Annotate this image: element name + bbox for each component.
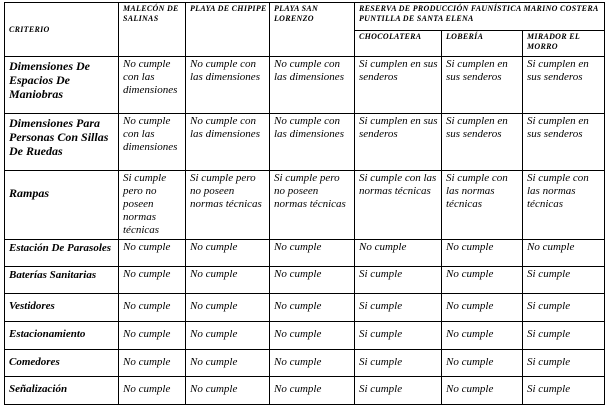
criterio-cell: Estacionamiento bbox=[5, 322, 119, 350]
loberia-cell: No cumple bbox=[442, 267, 523, 294]
mirador-cell: Si cumple con las normas técnicas bbox=[523, 171, 605, 240]
mirador-cell: Si cumple bbox=[523, 322, 605, 350]
chocolatera-cell: Si cumple con las normas técnicas bbox=[355, 171, 442, 240]
header-loberia: LOBERÍA bbox=[442, 31, 523, 57]
chocolatera-cell: No cumple bbox=[355, 240, 442, 267]
malecon-cell: No cumple con las dimensiones bbox=[119, 114, 186, 171]
table-row bbox=[5, 322, 605, 350]
criterio-cell: Comedores bbox=[5, 350, 119, 377]
loberia-cell: No cumple bbox=[442, 294, 523, 322]
header-playa-san-lorenzo: PLAYA SAN LORENZO bbox=[270, 3, 355, 57]
criterio-cell: Rampas bbox=[5, 171, 119, 240]
mirador-cell: Si cumplen en sus senderos bbox=[523, 57, 605, 114]
table-row bbox=[5, 57, 605, 114]
chipipe-cell: No cumple con las dimensiones bbox=[186, 114, 270, 171]
header-mirador-el-morro: MIRADOR EL MORRO bbox=[523, 31, 605, 57]
mirador-cell: Si cumple bbox=[523, 294, 605, 322]
loberia-cell: No cumple bbox=[442, 322, 523, 350]
malecon-cell: No cumple con las dimensiones bbox=[119, 57, 186, 114]
chipipe-cell: No cumple bbox=[186, 240, 270, 267]
chocolatera-cell: Si cumple bbox=[355, 294, 442, 322]
header-row-top bbox=[5, 3, 605, 31]
loberia-cell: No cumple bbox=[442, 350, 523, 377]
chocolatera-cell: Si cumple bbox=[355, 267, 442, 294]
table-row bbox=[5, 267, 605, 294]
san-lorenzo-cell: No cumple bbox=[270, 294, 355, 322]
loberia-cell: Si cumplen en sus senderos bbox=[442, 57, 523, 114]
header-reserva: RESERVA DE PRODUCCIÓN FAUNÍSTICA MARINO COSTERA PUNTILLA DE SANTA ELENA bbox=[355, 3, 605, 31]
san-lorenzo-cell: No cumple bbox=[270, 377, 355, 405]
san-lorenzo-cell: No cumple bbox=[270, 350, 355, 377]
chipipe-cell: Si cumple pero no poseen normas técnicas bbox=[186, 171, 270, 240]
mirador-cell: No cumple bbox=[523, 240, 605, 267]
chipipe-cell: No cumple con las dimensiones bbox=[186, 57, 270, 114]
criterio-cell: Estación De Parasoles bbox=[5, 240, 119, 267]
table-row bbox=[5, 294, 605, 322]
header-playa-chipipe: PLAYA DE CHIPIPE bbox=[186, 3, 270, 57]
chipipe-cell: No cumple bbox=[186, 350, 270, 377]
table-row bbox=[5, 377, 605, 405]
mirador-cell: Si cumple bbox=[523, 377, 605, 405]
criterio-cell: Dimensiones Para Personas Con Sillas De Ruedas bbox=[5, 114, 119, 171]
header-criterio: CRITERIO bbox=[5, 3, 119, 57]
san-lorenzo-cell: No cumple bbox=[270, 240, 355, 267]
header-chocolatera: CHOCOLATERA bbox=[355, 31, 442, 57]
chipipe-cell: No cumple bbox=[186, 377, 270, 405]
san-lorenzo-cell: No cumple con las dimensiones bbox=[270, 57, 355, 114]
malecon-cell: Si cumple pero no poseen normas técnicas bbox=[119, 171, 186, 240]
table-row bbox=[5, 350, 605, 377]
mirador-cell: Si cumple bbox=[523, 350, 605, 377]
malecon-cell: No cumple bbox=[119, 350, 186, 377]
loberia-cell: No cumple bbox=[442, 240, 523, 267]
loberia-cell: No cumple bbox=[442, 377, 523, 405]
san-lorenzo-cell: Si cumple pero no poseen normas técnicas bbox=[270, 171, 355, 240]
loberia-cell: Si cumplen en sus senderos bbox=[442, 114, 523, 171]
chocolatera-cell: Si cumple bbox=[355, 322, 442, 350]
table-row bbox=[5, 240, 605, 267]
criterio-cell: Baterías Sanitarias bbox=[5, 267, 119, 294]
chipipe-cell: No cumple bbox=[186, 267, 270, 294]
mirador-cell: Si cumplen en sus senderos bbox=[523, 114, 605, 171]
malecon-cell: No cumple bbox=[119, 240, 186, 267]
chocolatera-cell: Si cumplen en sus senderos bbox=[355, 57, 442, 114]
criterio-cell: Señalización bbox=[5, 377, 119, 405]
malecon-cell: No cumple bbox=[119, 294, 186, 322]
chocolatera-cell: Si cumple bbox=[355, 350, 442, 377]
mirador-cell: Si cumple bbox=[523, 267, 605, 294]
accessibility-criteria-table bbox=[4, 2, 605, 405]
chocolatera-cell: Si cumple bbox=[355, 377, 442, 405]
malecon-cell: No cumple bbox=[119, 267, 186, 294]
criterio-cell: Vestidores bbox=[5, 294, 119, 322]
chocolatera-cell: Si cumplen en sus senderos bbox=[355, 114, 442, 171]
san-lorenzo-cell: No cumple bbox=[270, 267, 355, 294]
malecon-cell: No cumple bbox=[119, 377, 186, 405]
criterio-cell: Dimensiones De Espacios De Maniobras bbox=[5, 57, 119, 114]
chipipe-cell: No cumple bbox=[186, 294, 270, 322]
loberia-cell: Si cumple con las normas técnicas bbox=[442, 171, 523, 240]
chipipe-cell: No cumple bbox=[186, 322, 270, 350]
san-lorenzo-cell: No cumple con las dimensiones bbox=[270, 114, 355, 171]
table-row bbox=[5, 171, 605, 240]
malecon-cell: No cumple bbox=[119, 322, 186, 350]
table-row bbox=[5, 114, 605, 171]
header-malecon-salinas: MALECÓN DE SALINAS bbox=[119, 3, 186, 57]
san-lorenzo-cell: No cumple bbox=[270, 322, 355, 350]
